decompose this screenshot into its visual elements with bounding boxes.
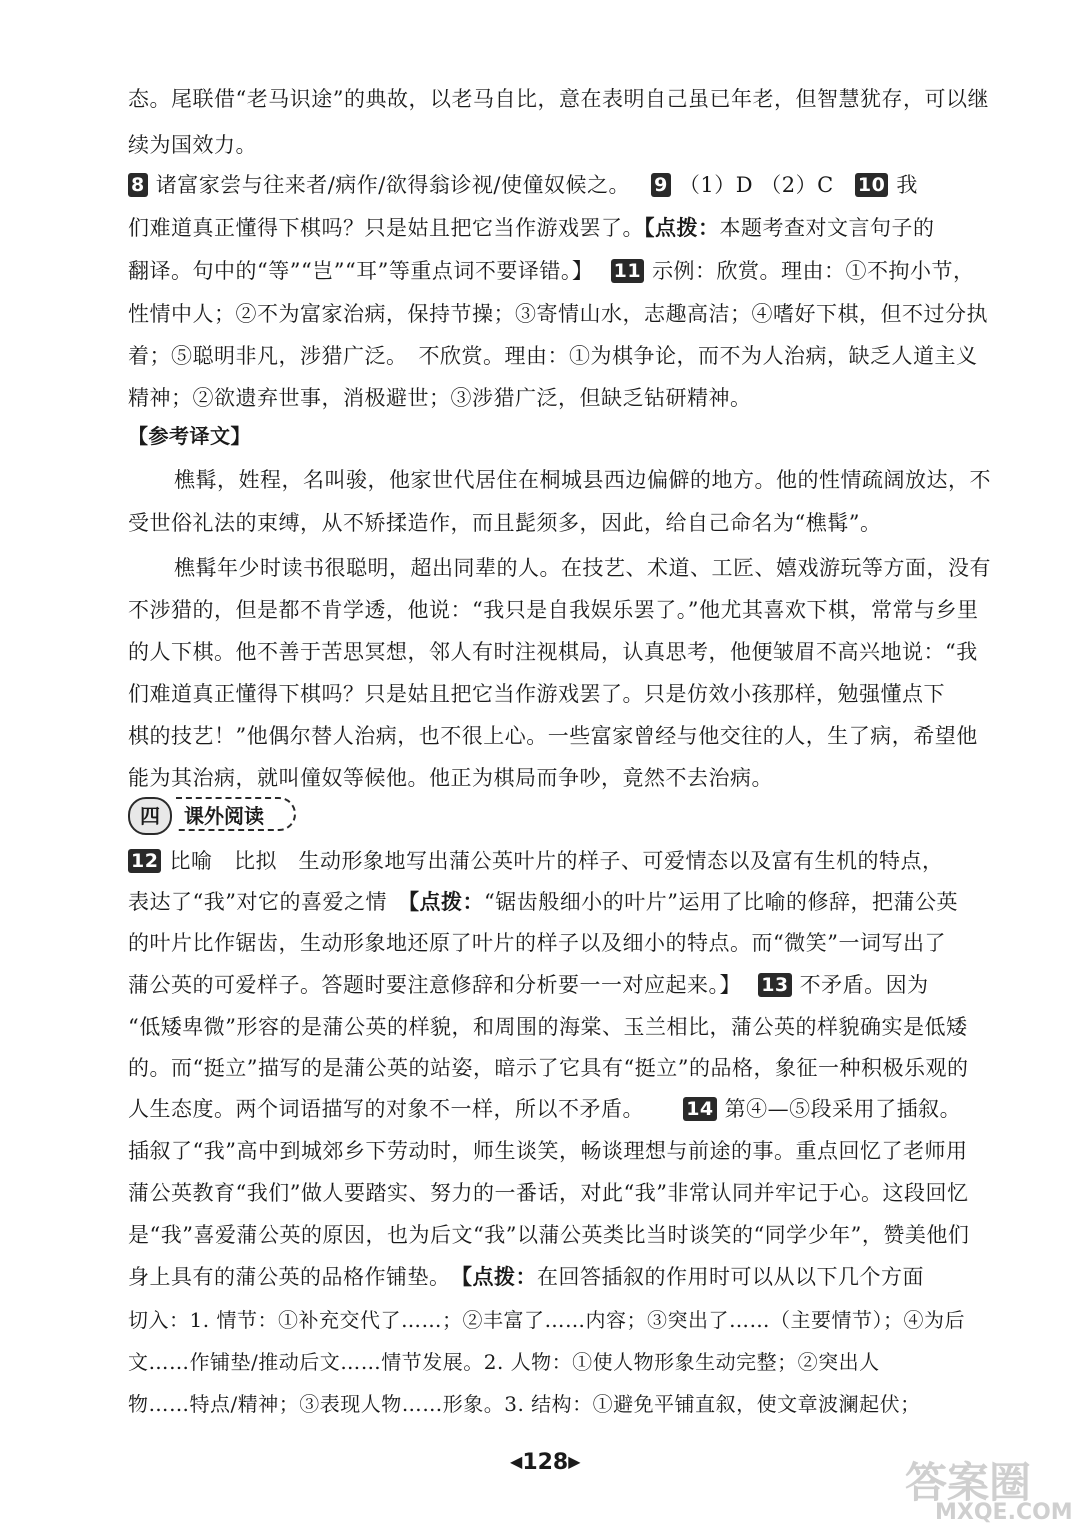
tip-label: 【点拨： — [461, 1265, 537, 1289]
text-line — [128, 256, 975, 286]
translation-line: 的人下棋。他不善于苦思冥想，邻人有时注视棋局，认真思考，他便皱眉不高兴地说：“我 — [128, 640, 978, 664]
text-line — [128, 1262, 924, 1292]
text-line: 的叶片比作锯齿，生动形象地还原了叶片的样子以及细小的特点。而“微笑”一词写出了 — [128, 931, 946, 955]
answer-text: 们难道真正懂得下棋吗？只是姑且把它当作游戏罢了。 — [128, 216, 644, 240]
right-triangle-icon: ▶ — [568, 1452, 581, 1471]
question-number-badge: 8 — [128, 173, 148, 197]
answer-text: 不矛盾。因为 — [799, 973, 929, 997]
translation-line: 棋的技艺！”他偶尔替人治病，也不很上心。一些富家曾经与他交往的人，生了病，希望他 — [128, 724, 978, 748]
text-line: 精神；②欲遗弃世事，消极避世；③涉猎广泛，但缺乏钻研精神。 — [128, 386, 752, 410]
tip-label: 【点拨： — [644, 216, 720, 240]
text-line: 态。尾联借“老马识途”的典故，以老马自比，意在表明自己虽已年老，但智慧犹存，可以继 — [128, 87, 989, 111]
answer-text: 比喻 比拟 生动形象地写出蒲公英叶片的样子、可爱情态以及富有生机的特点， — [169, 849, 944, 873]
question-number-badge: 13 — [758, 973, 791, 997]
text-line: 插叙了“我”高中到城郊乡下劳动时，师生谈笑，畅谈理想与前途的事。重点回忆了老师用 — [128, 1139, 968, 1163]
text-line: 切入：1. 情节：①补充交代了……；②丰富了……内容；③突出了……（主要情节）；④为后 — [128, 1308, 965, 1332]
translation-line: 受世俗礼法的束缚，从不矫揉造作，而且髭须多，因此，给自己命名为“樵髯”。 — [128, 511, 882, 535]
section-number: 四 — [128, 797, 172, 835]
translation-line: 不涉猎的，但是都不肯学透，他说：“我只是自我娱乐罢了。”他尤其喜欢下棋，常常与乡里 — [128, 598, 979, 622]
translation-line: 们难道真正懂得下棋吗？只是姑且把它当作游戏罢了。只是仿效小孩那样，勉强懂点下 — [128, 682, 945, 706]
text-line — [128, 970, 929, 1000]
text-line: 的。而“挺立”描写的是蒲公英的站姿，暗示了它具有“挺立”的品格，象征一种积极乐观的 — [128, 1056, 969, 1080]
tip-label: 【点拨： — [408, 890, 484, 914]
question-number-badge: 14 — [683, 1097, 716, 1121]
watermark-top-text: 答案圈 — [905, 1458, 1032, 1507]
text-line: 物……特点/精神；③表现人物……形象。3. 结构：①避免平铺直叙，使文章波澜起伏； — [128, 1392, 921, 1416]
answer-text: 我 — [896, 173, 918, 197]
page-number-text: 128 — [522, 1450, 569, 1475]
text-line: 蒲公英教育“我们”做人要踏实、努力的一番话，对此“我”非常认同并牢记于心。这段回忆 — [128, 1181, 969, 1205]
text-line: 文……作铺垫/推动后文……情节发展。2. 人物：①使人物形象生动完整；②突出人 — [128, 1350, 880, 1374]
text-line: 性情中人；②不为富家治病，保持节操；③寄情山水，志趣高洁；④嗜好下棋，但不过分执 — [128, 302, 988, 326]
left-triangle-icon: ◀ — [510, 1452, 523, 1471]
section-title: 课外阅读 — [176, 797, 296, 831]
tip-text: 本题考查对文言句子的 — [719, 216, 935, 240]
answer-line-8 — [128, 170, 918, 200]
section-header — [128, 795, 303, 833]
tip-text: “锯齿般细小的叶片”运用了比喻的修辞，把蒲公英 — [483, 890, 958, 914]
text-line: 着；⑤聪明非凡，涉猎广泛。 不欣赏。理由：①为棋争论，而不为人治病，缺乏人道主义 — [128, 344, 978, 368]
question-number-badge: 12 — [128, 849, 161, 873]
answer-text: 身上具有的蒲公英的品格作铺垫。 — [128, 1265, 462, 1289]
answer-text: 人生态度。两个词语描写的对象不一样，所以不矛盾。 — [128, 1097, 644, 1121]
question-number-badge: 11 — [611, 259, 644, 283]
text-line — [128, 1094, 961, 1124]
page-number — [510, 1450, 581, 1475]
answer-text: 表达了“我”对它的喜爱之情 — [128, 890, 409, 914]
translation-line: 能为其治病，就叫僮奴等候他。他正为棋局而争吵，竟然不去治病。 — [128, 766, 773, 790]
translation-line: 樵髯年少时读书很聪明，超出同辈的人。在技艺、术道、工匠、嬉戏游玩等方面，没有 — [174, 556, 991, 580]
text-line — [128, 887, 958, 917]
tip-text: 在回答插叙的作用时可以从以下几个方面 — [537, 1265, 924, 1289]
text-line: 是“我”喜爱蒲公英的原因，也为后文“我”以蒲公英类比当时谈笑的“同学少年”，赞美他们 — [128, 1223, 970, 1247]
answer-text: （1）D （2）C — [678, 173, 834, 197]
text-line: “低矮卑微”形容的是蒲公英的样貌，和周围的海棠、玉兰相比，蒲公英的样貌确实是低矮 — [128, 1015, 968, 1039]
answer-text: 示例：欣赏。理由：①不拘小节， — [652, 259, 975, 283]
text-line — [128, 213, 935, 243]
answer-text: 第④—⑤段采用了插叙。 — [724, 1097, 962, 1121]
watermark-logo — [905, 1450, 1085, 1530]
question-number-badge: 9 — [651, 173, 671, 197]
reference-translation-heading: 【参考译文】 — [128, 424, 251, 448]
watermark-bottom-text: MXQE.COM — [935, 1500, 1073, 1525]
tip-text: 翻译。句中的“等”“岂”“耳”等重点词不要译错。】 — [128, 259, 594, 283]
tip-text: 蒲公英的可爱样子。答题时要注意修辞和分析要一一对应起来。】 — [128, 973, 741, 997]
text-line: 续为国效力。 — [128, 133, 257, 157]
answer-line-12 — [128, 846, 943, 876]
question-number-badge: 10 — [855, 173, 888, 197]
translation-line: 樵髯，姓程，名叫骏，他家世代居住在桐城县西边偏僻的地方。他的性情疏阔放达，不 — [174, 468, 991, 492]
answer-text: 诸富家尝与往来者/病作/欲得翁诊视/使僮奴候之。 — [155, 173, 630, 197]
